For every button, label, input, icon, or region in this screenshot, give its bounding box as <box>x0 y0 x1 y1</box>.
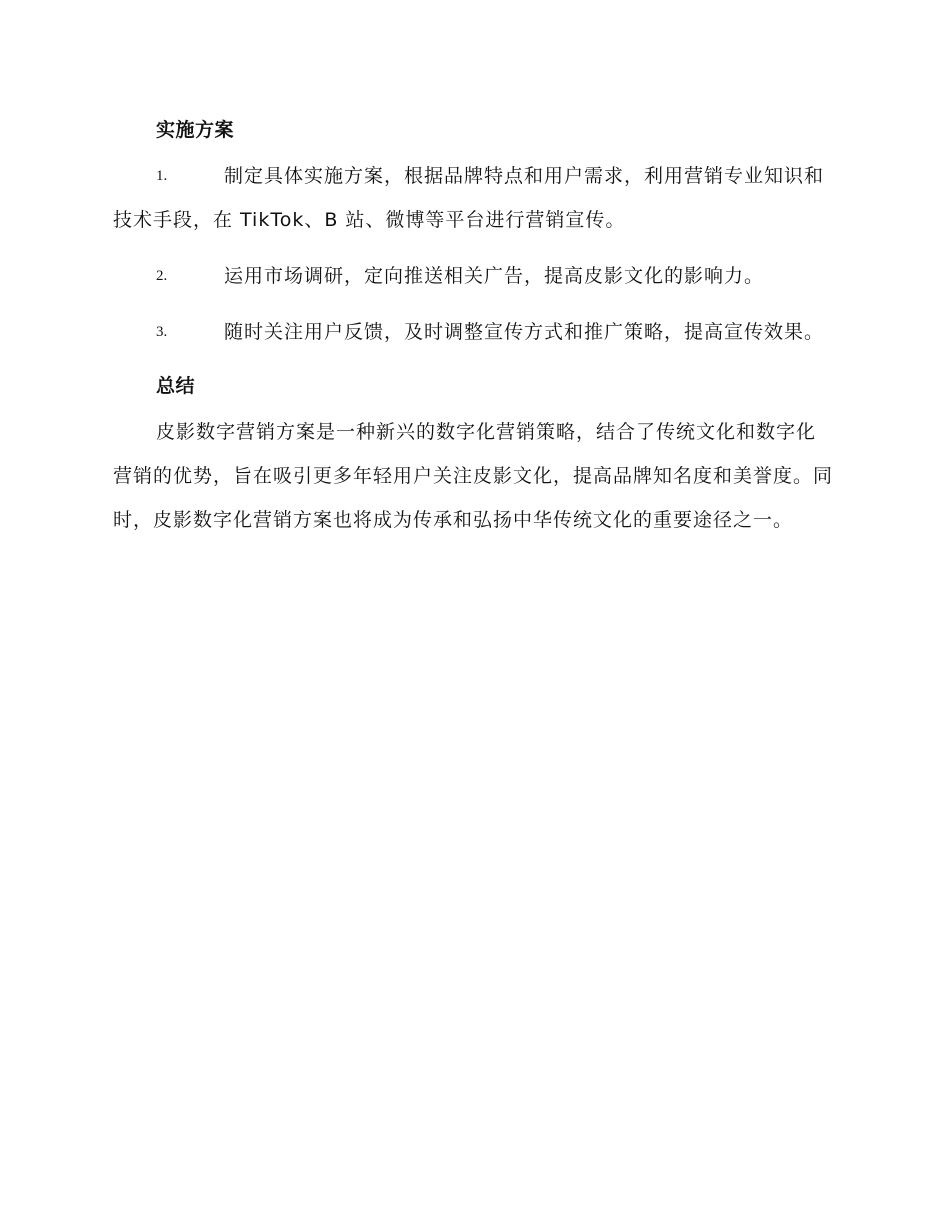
list-item-1 <box>113 154 835 242</box>
list-item-text: 制定具体实施方案，根据品牌特点和用户需求，利用营销专业知识和技术手段，在 TikTok、B 站、微博等平台进行营销宣传。 <box>113 165 825 231</box>
list-number: 2. <box>156 268 168 284</box>
list-item-3 <box>113 310 835 354</box>
document-body <box>113 110 835 542</box>
list-item-text: 随时关注用户反馈，及时调整宣传方式和推广策略，提高宣传效果。 <box>224 321 825 343</box>
list-number: 3. <box>156 324 168 340</box>
list-item-text: 运用市场调研，定向推送相关广告，提高皮影文化的影响力。 <box>224 265 765 287</box>
section-heading-implementation: 实施方案 <box>156 119 235 141</box>
list-number: 1. <box>156 168 168 184</box>
summary-paragraph: 皮影数字营销方案是一种新兴的数字化营销策略，结合了传统文化和数字化营销的优势，旨在吸引更多年轻用户关注皮影文化，提高品牌知名度和美誉度。同时，皮影数字化营销方案也将成为传承和弘扬中华传统文化的重要途径之一。 <box>113 421 834 531</box>
list-item-2 <box>113 254 835 298</box>
section-heading-summary: 总结 <box>156 375 196 397</box>
